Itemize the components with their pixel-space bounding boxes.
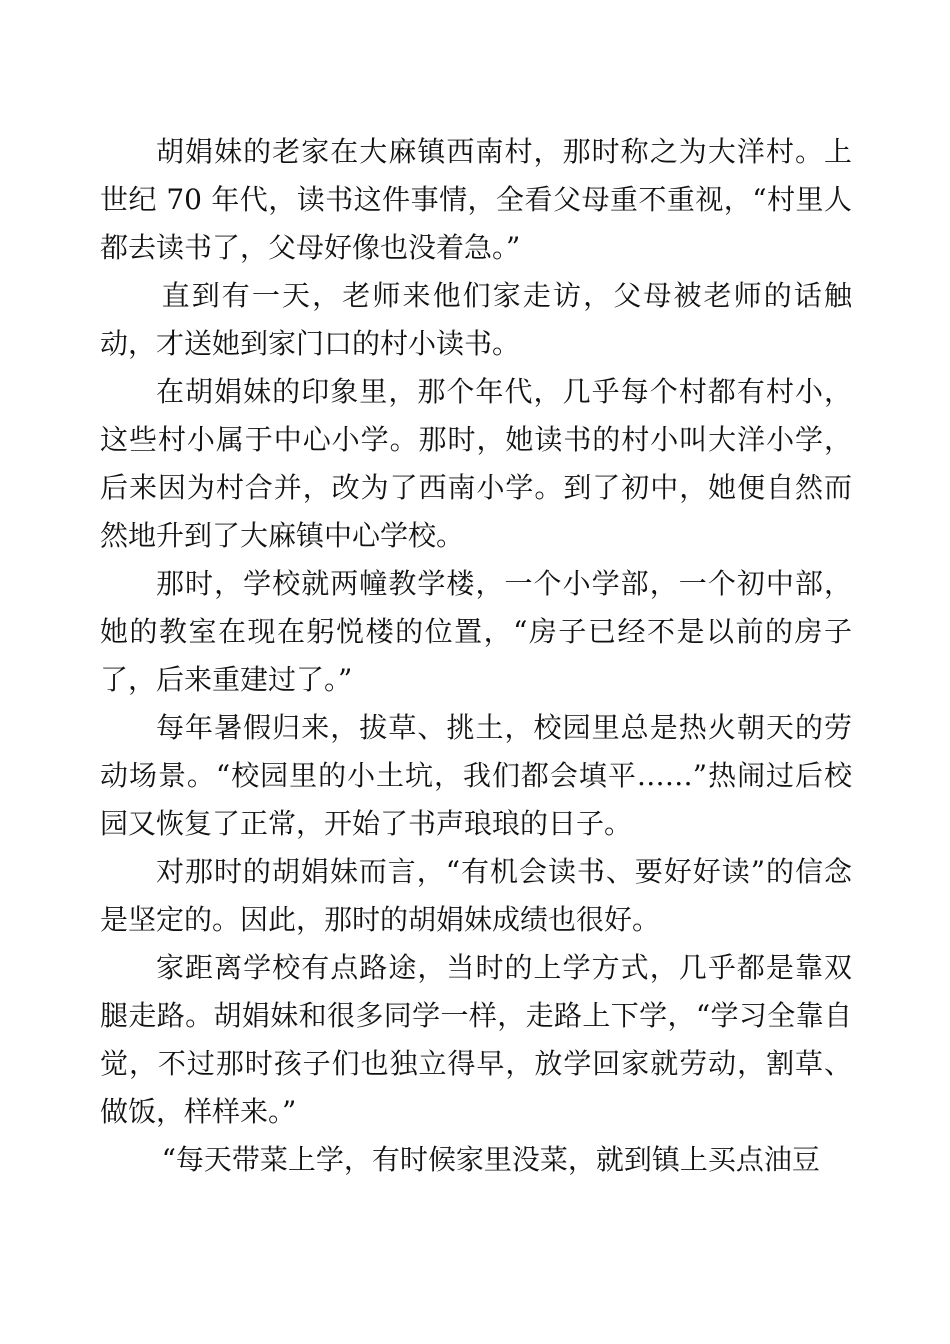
- paragraph-8: “每天带菜上学，有时候家里没菜，就到镇上买点油豆: [161, 1143, 820, 1176]
- paragraph-7: 家距离学校有点路途，当时的上学方式，几乎都是靠双腿走路。胡娟妹和很多同学一样，走路上下学，“学习全靠自觉，不过那时孩子们也独立得早，放学回家就劳动，割草、做饭，样样来。”: [100, 951, 852, 1128]
- paragraph-1: 胡娟妹的老家在大麻镇西南村，那时称之为大洋村。上世纪 70 年代，读书这件事情，全看父母重不重视，“村里人都去读书了，父母好像也没着急。”: [100, 135, 852, 264]
- paragraph-3: 在胡娟妹的印象里，那个年代，几乎每个村都有村小，这些村小属于中心小学。那时，她读书的村小叫大洋小学，后来因为村合并，改为了西南小学。到了初中，她便自然而然地升到了大麻镇中心学校。: [100, 375, 852, 552]
- paragraph-4: 那时，学校就两幢教学楼，一个小学部，一个初中部，她的教室在现在躬悦楼的位置，“房子已经不是以前的房子了，后来重建过了。”: [100, 567, 852, 696]
- paragraph-6: 对那时的胡娟妹而言，“有机会读书、要好好读”的信念是坚定的。因此，那时的胡娟妹成绩也很好。: [100, 855, 852, 936]
- paragraph-5: 每年暑假归来，拔草、挑土，校园里总是热火朝天的劳动场景。“校园里的小土坑，我们都会填平……”热闹过后校园又恢复了正常，开始了书声琅琅的日子。: [100, 711, 852, 840]
- article-body: [100, 128, 852, 1184]
- paragraph-2: 直到有一天，老师来他们家走访，父母被老师的话触动，才送她到家门口的村小读书。: [100, 279, 852, 360]
